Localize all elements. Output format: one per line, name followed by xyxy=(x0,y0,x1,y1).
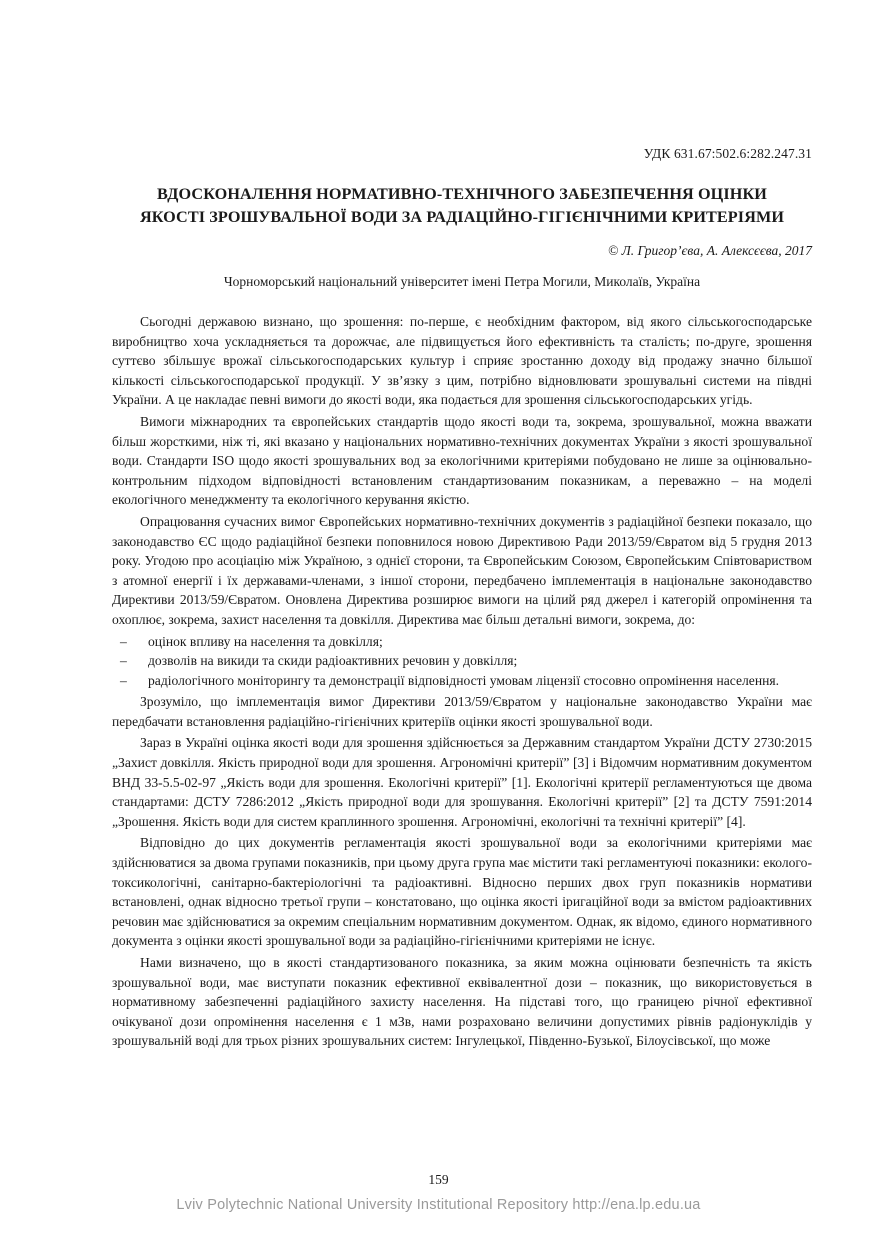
title-line-1: ВДОСКОНАЛЕННЯ НОРМАТИВНО-ТЕХНІЧНОГО ЗАБЕЗПЕЧЕННЯ ОЦІНКИ xyxy=(157,185,767,203)
page-number: 159 xyxy=(428,1172,449,1187)
requirements-list xyxy=(112,632,812,691)
paragraph-1: Сьогодні державою визнано, що зрошення: по-перше, є необхідним фактором, від якого сільськогосподарське виробництво хоча ускладняється та дорожчає, але підвищується його ефективність та сталість; по-друге, зрошення суттєво збільшує врожаї сільськогосподарських культур і сприяє зростанню доходу від продажу значно більшої кількості сільськогосподарської продукції. У зв’язку з цим, потрібно відновлювати зрошувальні системи на півдні України. А це накладає певні вимоги до якості води, яка подається для зрошення сільськогосподарських угідь. xyxy=(112,314,812,408)
authors: © Л. Григор’єва, А. Алексєєва, 2017 xyxy=(607,243,812,258)
list-item-text: оцінок впливу на населення та довкілля; xyxy=(148,633,383,649)
list-item xyxy=(112,651,812,671)
paragraph-3: Опрацювання сучасних вимог Європейських нормативно-технічних документів з радіаційної безпеки показало, що законодавство ЄС щодо радіаційної безпеки поповнилося новою Директивою Ради 2013/59/Євратом від 5 грудня 2013 року. Угодою про асоціацію між Україною, з однієї сторони, та Європейським Союзом, Європейським Співтовариством з атомної енергії і їх державами-членами, з іншої сторони, передбачено імплементація в національне законодавство Директиви 2013/59/Євратом. Оновлена Директива розширює вимоги на цілий ряд джерел і категорій опромінення та охоплює, зокрема, захист населення та довкілля. Директива має більш детальні вимоги, зокрема, до: xyxy=(112,513,812,627)
list-item-text: дозволів на викиди та скиди радіоактивних речовин у довкілля; xyxy=(148,653,518,669)
list-dash: – xyxy=(120,633,127,649)
repository-footer: Lviv Polytechnic National University Institutional Repository http://ena.lp.edu.ua xyxy=(176,1197,701,1213)
paper-title xyxy=(112,183,812,229)
paragraph-2: Вимоги міжнародних та європейських стандартів щодо якості води та, зокрема, зрошувальної, можна вважати більш жорсткими, ніж ті, які вказано у національних нормативно-технічних документах України з якості зрошувальної води. Стандарти ISO щодо якості зрошувальних вод за екологічними критеріями побудовано не лише за оцінювально-контрольним підходом відповідності встановленим стандартизованим показникам, а переважно – на моделі екологічного менеджменту та екологічного керування якістю. xyxy=(112,413,812,508)
paragraph-4: Зрозуміло, що імплементація вимог Директиви 2013/59/Євратом у національне законодавство України має передбачати встановлення радіаційно-гігієнічних критеріїв оцінки якості зрошувальної води. xyxy=(112,694,812,729)
paper-body xyxy=(112,312,812,1053)
list-dash: – xyxy=(120,672,127,688)
paragraph-5: Зараз в Україні оцінка якості води для зрошення здійснюється за Державним стандартом України ДСТУ 2730:2015 „Захист довкілля. Якість природної води для зрошення. Агрономічні критерії” [3] і Відомчим нормативним документом ВНД 33-5.5-02-97 „Якість води для зрошення. Екологічні критерії” [1]. Екологічні критерії регламентуються ще двома стандартами: ДСТУ 7286:2012 „Якість природної води для зрошування. Екологічні критерії” [2] та ДСТУ 7591:2014 „Зрошення. Якість води для систем краплинного зрошення. Агрономічні, екологічні та технічні критерії” [4]. xyxy=(112,735,812,829)
paragraph-6: Відповідно до цих документів регламентація якості зрошувальної води за екологічними критеріями має здійснюватися за двома групами показників, при цьому друга група має містити такі регламентуючі показники: еколого-токсикологічні, санітарно-бактеріологічні та радіоактивні. Відносно перших двох груп показників нормативи встановлені, однак відносно третьої групи – констатовано, що оцінка якості іригаційної води за вмістом радіоактивних речовин має здійснюватися за окремим спеціальним нормативним документом. Однак, як відомо, єдиного нормативного документа з оцінки якості зрошувальної води за радіаційно-гігієнічними критеріями не існує. xyxy=(112,835,812,949)
list-item xyxy=(112,671,812,691)
list-item-text: радіологічного моніторингу та демонстрації відповідності умовам ліцензії стосовно опромінення населення. xyxy=(148,672,780,688)
udk-code: УДК 631.67:502.6:282.247.31 xyxy=(643,146,812,161)
paragraph-7: Нами визначено, що в якості стандартизованого показника, за яким можна оцінювати безпечність та якість зрошувальної води, має виступати показник ефективної еквівалентної дози – показник, що використовується в нормативному забезпеченні радіаційного захисту населення. На підставі того, що границею річної ефективної очікуваної дози опромінення населення є 1 мЗв, нами розраховано величини допустимих рівнів радіонуклідів у зрошувальній воді для трьох різних зрошувальних систем: Інгулецької, Південно-Бузької, Білоусівської, що може xyxy=(112,955,812,1049)
list-item xyxy=(112,632,812,652)
affiliation: Чорноморський національний університет імені Петра Могили, Миколаїв, Україна xyxy=(223,274,701,289)
list-dash: – xyxy=(120,653,127,669)
title-line-2: ЯКОСТІ ЗРОШУВАЛЬНОЇ ВОДИ ЗА РАДІАЦІЙНО-ГІГІЄНІЧНИМИ КРИТЕРІЯМИ xyxy=(139,208,785,226)
